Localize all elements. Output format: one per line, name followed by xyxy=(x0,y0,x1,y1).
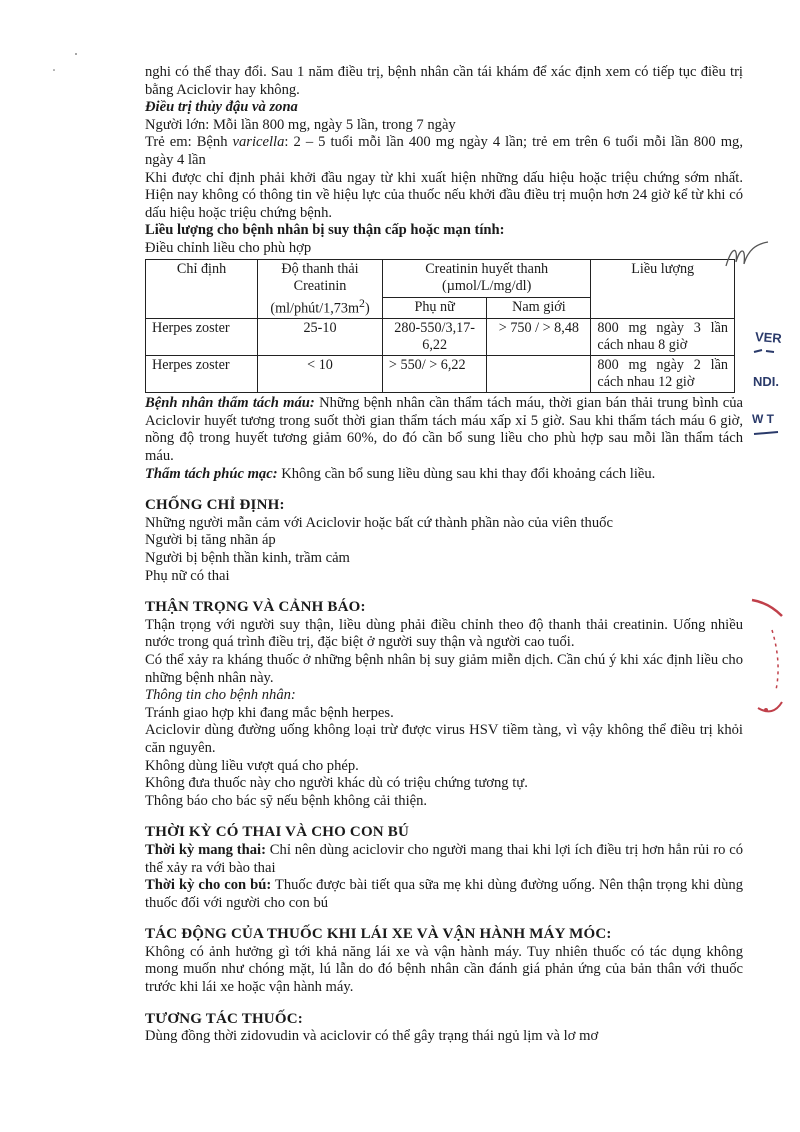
dialysis-paragraph: Bệnh nhân thẩm tách máu: Những bệnh nhân cần thẩm tách máu, thời gian bán thải trung bình của Aciclovir huyết tương trong suốt thời gian thẩm tách máu xấp xỉ 5 giờ. Sau khi thẩm tách máu 6 giờ, nồng độ trong huyết tương giảm 60%, do đó cần bổ sung liều cho phù hợp sau mỗi lần thẩm tách máu. xyxy=(145,395,743,465)
header-clearance: Độ thanh thải Creatinin $(ml/phút/1,73m^2)$ xyxy=(258,259,383,319)
adult-dose: Người lớn: Mỗi lần 800 mg, ngày 5 lần, trong 7 ngày xyxy=(145,116,456,133)
cell-dose: 800 mg ngày 3 lần cách nhau 8 giờ xyxy=(591,319,735,356)
varicella-heading: Điều trị thủy đậu và zona xyxy=(145,99,298,116)
table-row xyxy=(146,356,735,393)
cell-dose: 800 mg ngày 2 lần cách nhau 12 giờ xyxy=(591,356,735,393)
cell-male xyxy=(487,356,591,393)
list-item: Người bị bệnh thần kinh, trầm cảm xyxy=(145,550,350,567)
list-item: Phụ nữ có thai xyxy=(145,567,230,584)
list-item: Không dùng liều vượt quá cho phép. xyxy=(145,757,359,774)
caution-paragraph: Thận trọng với người suy thận, liều dùng phải điều chỉnh theo độ thanh thải creatinin. Uống nhiều nước trong quá trình điều trị, đặc biệt ở người suy thận và người cao tuổi. xyxy=(145,616,743,651)
stamp-fragment-ndi: NDI. xyxy=(753,374,779,389)
renal-dose-table xyxy=(145,259,735,394)
stamp-fragment-wt: W T xyxy=(752,412,774,426)
header-serum-creatinine: Creatinin huyết thanh (µmol/L/mg/dl) xyxy=(382,259,591,298)
caution-paragraph: Có thể xảy ra kháng thuốc ở những bệnh nhân bị suy giảm miễn dịch. Cần chú ý khi xác định liều cho những bệnh nhân này. xyxy=(145,651,743,686)
red-seal-fragment xyxy=(748,590,788,730)
list-item: Aciclovir dùng đường uống không loại trừ được virus HSV tiềm tàng, vì vậy không thể điều trị khỏi căn nguyên. xyxy=(145,722,743,756)
patient-info-subheading: Thông tin cho bệnh nhân: xyxy=(145,687,296,704)
list-item: Những người mẫn cảm với Aciclovir hoặc bất cứ thành phần nào của viên thuốc xyxy=(145,514,613,531)
renal-subheading: Điều chỉnh liều cho phù hợp xyxy=(145,239,312,256)
table-header-row xyxy=(146,259,735,298)
interactions-heading: TƯƠNG TÁC THUỐC: xyxy=(145,1010,303,1027)
header-dose: Liều lượng xyxy=(591,259,735,319)
list-item: Tránh giao hợp khi đang mắc bệnh herpes. xyxy=(145,704,394,721)
cell-indication: Herpes zoster xyxy=(146,319,258,356)
intro-paragraph: nghi có thể thay đổi. Sau 1 năm điều trị, bệnh nhân cần tái khám để xác định xem có tiếp tục điều trị bằng Aciclovir hay không. xyxy=(145,64,743,98)
cell-female: 280-550/3,17-6,22 xyxy=(382,319,486,356)
renal-heading: Liều lượng cho bệnh nhân bị suy thận cấp hoặc mạn tính: xyxy=(145,222,505,239)
interactions-paragraph: Dùng đồng thời zidovudin và aciclovir có thể gây trạng thái ngủ lịm và lơ mơ xyxy=(145,1028,599,1045)
document-page xyxy=(145,64,743,1046)
cell-clearance: < 10 xyxy=(258,356,383,393)
caution-heading: THẬN TRỌNG VÀ CẢNH BÁO: xyxy=(145,599,366,616)
driving-heading: TÁC ĐỘNG CỦA THUỐC KHI LÁI XE VÀ VẬN HÀNH MÁY MÓC: xyxy=(145,926,612,943)
header-female: Phụ nữ xyxy=(382,298,486,319)
table-row xyxy=(146,319,735,356)
pregnancy-paragraph: Thời kỳ mang thai: Chỉ nên dùng aciclovir cho người mang thai khi lợi ích điều trị hơn hẳn rủi ro có thể xảy ra với bào thai xyxy=(145,841,743,876)
child-dose: Trẻ em: Bệnh varicella: 2 – 5 tuổi mỗi lần 400 mg ngày 4 lần; trẻ em trên 6 tuổi mỗi lần 800 mg, ngày 4 lần xyxy=(145,134,743,168)
scan-specks xyxy=(48,48,88,78)
header-indication: Chỉ định xyxy=(146,259,258,319)
stamp-fragment-ver: VER xyxy=(754,329,783,346)
list-item: Không đưa thuốc này cho người khác dù có triệu chứng tương tự. xyxy=(145,775,528,792)
lactation-paragraph: Thời kỳ cho con bú: Thuốc được bài tiết qua sữa mẹ khi dùng đường uống. Nên thận trọng khi dùng thuốc đối với người cho con bú xyxy=(145,877,743,911)
handwritten-initials xyxy=(722,236,772,276)
stamp-dash-marks xyxy=(752,344,782,358)
peritoneal-paragraph: Thẩm tách phúc mạc: Không cần bổ sung liều dùng sau khi thay đổi khoảng cách liều. xyxy=(145,465,656,482)
pregnancy-heading: THỜI KỲ CÓ THAI VÀ CHO CON BÚ xyxy=(145,824,410,841)
stamp-underline xyxy=(752,428,782,440)
contraindications-heading: CHỐNG CHỈ ĐỊNH: xyxy=(145,497,285,514)
header-male: Nam giới xyxy=(487,298,591,319)
list-item: Người bị tăng nhãn áp xyxy=(145,532,276,549)
list-item: Thông báo cho bác sỹ nếu bệnh không cải thiện. xyxy=(145,792,428,809)
cell-indication: Herpes zoster xyxy=(146,356,258,393)
cell-female: > 550/ > 6,22 xyxy=(382,356,486,393)
cell-male: > 750 / > 8,48 xyxy=(487,319,591,356)
varicella-note: Khi được chỉ định phải khởi đầu ngay từ khi xuất hiện những dấu hiệu hoặc triệu chứng sớm nhất. Hiện nay không có thông tin về hiệu lực của thuốc nếu khởi đầu điều trị muộn hơn 24 giờ kể từ khi có dấu hiệu hoặc triệu chứng bệnh. xyxy=(145,169,743,221)
cell-clearance: 25-10 xyxy=(258,319,383,356)
driving-paragraph: Không có ảnh hưởng gì tới khả năng lái xe và vận hành máy. Tuy nhiên thuốc có tác dụng không mong muốn như chóng mặt, lú lẫn do đó bệnh nhân cần đánh giá phản ứng của bản thân với thuốc trước khi lái xe hoặc vận hành máy. xyxy=(145,943,743,996)
